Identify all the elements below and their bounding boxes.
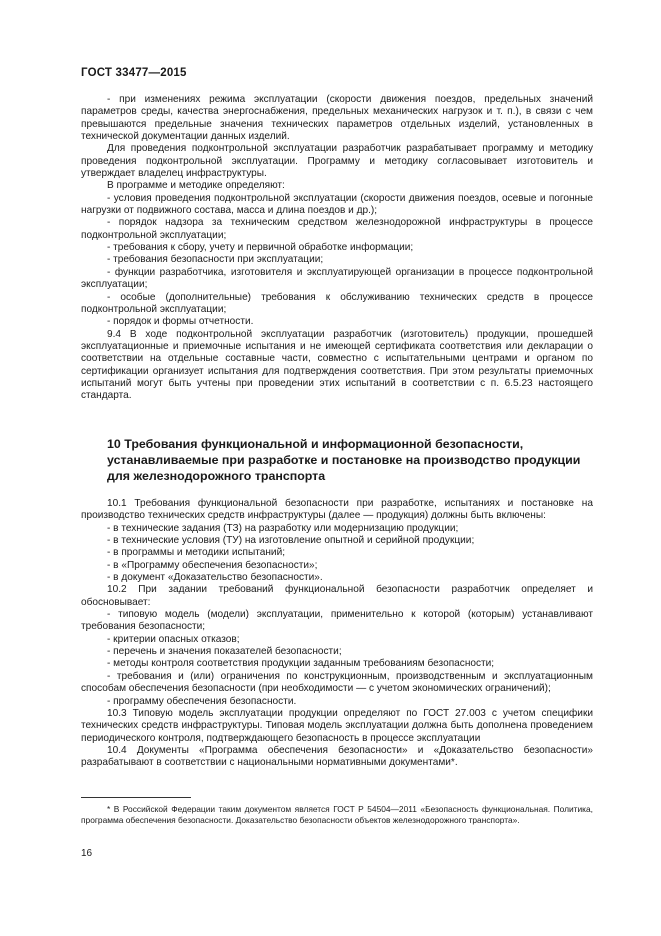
document-header: ГОСТ 33477—2015 xyxy=(81,67,187,79)
footnote-text: * В Российской Федерации таким документом является ГОСТ Р 54504—2011 «Безопасность функциональная. Политика, программа обеспечения безопасности. Доказательство безопасности объектов железнодорожного транспорта». xyxy=(81,804,593,826)
paragraph: - требования безопасности при эксплуатации; xyxy=(107,254,324,266)
paragraph: 10.4 Документы «Программа обеспечения безопасности» и «Доказательство безопасности» разрабатывают в соответствии с национальными нормативными документами*. xyxy=(81,744,593,769)
paragraph: - при изменениях режима эксплуатации (скорости движения поездов, предельных значений параметров среды, качества энергоснабжения, предельных механических нагрузок и т. п.), в связи с чем превышаются предельные значения технических параметров отдельных изделий, установленных в технической документации данных изделий. xyxy=(81,94,593,143)
paragraph: - порядок и формы отчетности. xyxy=(107,316,254,328)
section-title: 10 Требования функциональной и информационной безопасности, устанавливаемые при разработке и постановке на производство продукции для железнодорожного транспорта xyxy=(107,437,581,483)
section-body xyxy=(81,498,593,770)
paragraph: Для проведения подконтрольной эксплуатации разработчик разрабатывает программу и методику проведения подконтрольной эксплуатации. Программу и методику согласовывает изготовитель и утверждает владелец инфраструктуры. xyxy=(81,143,593,180)
paragraph: - методы контроля соответствия продукции заданным требованиям безопасности; xyxy=(107,658,495,670)
paragraph: 9.4 В ходе подконтрольной эксплуатации разработчик (изготовитель) продукции, прошедшей эксплуатационные и приемочные испытания и не имеющей сертификата соответствия или декларации о соответствии на отдельные составные части, совместно с испытательными центрами и органом по сертификации организует испытания для подтверждения соответствия. При этом результаты приемочных испытаний могут быть учтены при проведении этих испытаний в соответствии с п. 6.5.23 настоящего стандарта. xyxy=(81,328,593,402)
paragraph: - в технические условия (ТУ) на изготовление опытной и серийной продукции; xyxy=(107,535,475,547)
footnote-divider xyxy=(81,797,191,798)
paragraph: - в «Программу обеспечения безопасности»; xyxy=(107,559,318,571)
paragraph: - программу обеспечения безопасности. xyxy=(107,695,297,707)
paragraph: - критерии опасных отказов; xyxy=(107,633,240,645)
paragraph: - в технические задания (ТЗ) на разработку или модернизацию продукции; xyxy=(107,522,459,534)
paragraph: 10.1 Требования функциональной безопасности при разработке, испытаниях и постановке на производство технических средств инфраструктуры (далее — продукция) должны быть включены: xyxy=(81,498,593,522)
paragraph: - требования и (или) ограничения по конструкционным, производственным и эксплуатационным способам обеспечения безопасности (при необходимости — с учетом экономических ограничений); xyxy=(81,670,593,695)
paragraph: - требования к сбору, учету и первичной обработке информации; xyxy=(107,242,414,254)
paragraph: - в документ «Доказательство безопасности». xyxy=(107,572,323,584)
paragraph: - функции разработчика, изготовителя и эксплуатирующей организации в процессе подконтрольной эксплуатации; xyxy=(81,266,593,291)
page-number: 16 xyxy=(81,848,93,859)
paragraph: 10.3 Типовую модель эксплуатации продукции определяют по ГОСТ 27.003 с учетом специфики технических средств инфраструктуры. Типовая модель эксплуатации должна быть дополнена проведением периодического контроля, подтверждающего безопасность в процессе эксплуатации xyxy=(81,707,593,744)
paragraph: В программе и методике определяют: xyxy=(107,180,285,192)
paragraph: - перечень и значения показателей безопасности; xyxy=(107,646,342,658)
paragraph: - в программы и методики испытаний; xyxy=(107,547,286,559)
footnote xyxy=(81,804,593,827)
paragraph: - условия проведения подконтрольной эксплуатации (скорости движения поездов, осевые и погонные нагрузки от подвижного состава, масса и длина поездов и др.); xyxy=(81,192,593,217)
paragraph: - порядок надзора за техническим средством железнодорожной инфраструктуры в процессе подконтрольной эксплуатации; xyxy=(81,217,593,241)
paragraph: 10.2 При задании требований функциональной безопасности разработчик определяет и обосновывает: xyxy=(81,584,593,608)
paragraph: - типовую модель (модели) эксплуатации, применительно к которой (которым) устанавливают требования безопасности; xyxy=(81,609,593,633)
paragraph: - особые (дополнительные) требования к обслуживанию технических средств в процессе подконтрольной эксплуатации; xyxy=(81,291,593,315)
body-text xyxy=(81,94,593,403)
